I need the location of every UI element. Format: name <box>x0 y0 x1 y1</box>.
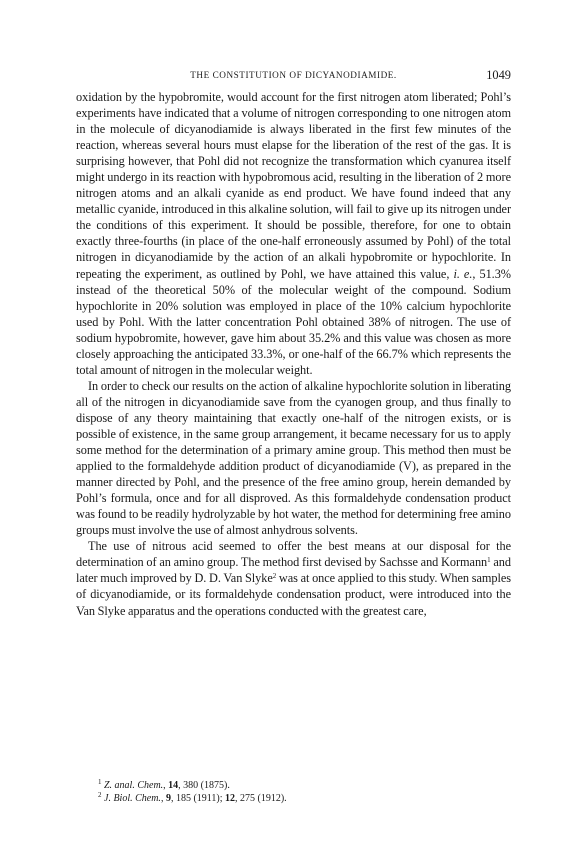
footnote-marker: 1 <box>98 778 102 786</box>
paragraph-3-text-c: was at once applied to this study. When samples of dicyanodiamide, or its formaldehyde condensation product, were introduced into the Van Slyke apparatus and the operations conducted with the greatest care, <box>76 571 511 618</box>
footnote-sep: , <box>163 780 169 791</box>
footnote-sep: , <box>160 793 166 804</box>
footnote-volume-2: 12 <box>225 793 236 804</box>
body-text <box>76 89 511 619</box>
paragraph-3-text-b: and later much improved by D. D. Van Slyke <box>76 555 511 586</box>
paragraph-3-text-a: The use of nitrous acid seemed to offer the best means at our disposal for the determination of an amino group. The method first devised by Sachsse and Kormann <box>76 539 511 570</box>
paragraph-1-text-b: , 51.3% instead of the theoretical 50% of the molecular weight of the compound. Sodium hypochlorite in 20% solution was employed in place of the 10% calcium hypochlorite used by Pohl. With the latter concentration Pohl obtained 38% of nitrogen. The use of sodium hypobromite, however, gave him about 35.2% and this value was chosen as more closely approaching the anticipated 33.3%, or one-half of the 66.7% which represents the total amount of nitrogen in the molecular weight. <box>76 266 512 377</box>
footnote-rest: , 380 (1875). <box>178 780 230 791</box>
footnote-rest-2: , 275 (1912). <box>235 793 287 804</box>
footnote-volume: 9 <box>165 793 171 804</box>
footnote-volume: 14 <box>168 780 179 791</box>
footnote-ref-2[interactable]: 2 <box>272 572 277 581</box>
running-title: THE CONSTITUTION OF DICYANODIAMIDE. <box>190 70 397 80</box>
paragraph-1 <box>76 89 511 378</box>
footnote-2 <box>98 792 511 805</box>
footnote-journal: Z. anal. Chem. <box>104 780 164 791</box>
footnotes <box>98 779 511 805</box>
paragraph-2-text: In order to check our results on the action of alkaline hypochlorite solution in liberating all of the nitrogen in dicyanodiamide save from the cyanogen group, and thus finally to dispose of any theory maintaining that exactly one-half of the nitrogen exists, or is possible of existence, in the same group arrangement, it became necessary for us to apply some method for the determination of a primary amine group. This method then must be applied to the formaldehyde addition product of dicyanodiamide (V), as prepared in the manner directed by Pohl, and the presence of the free amino group, herein demanded by Pohl’s formula, once and for all disproved. As this formaldehyde condensation product was found to be readily hydrolyzable by hot water, the method for determining free amino groups must involve the use of almost anhydrous solvents. <box>76 378 511 538</box>
paragraph-2 <box>76 378 511 538</box>
footnote-rest: , 185 (1911); <box>170 793 226 804</box>
footnote-marker: 2 <box>98 791 102 799</box>
paragraph-3 <box>76 538 511 618</box>
footnote-journal: J. Biol. Chem. <box>104 793 161 804</box>
footnote-ref-1[interactable]: 1 <box>487 556 491 565</box>
page-number: 1049 <box>486 68 511 82</box>
footnote-1 <box>98 779 511 792</box>
running-head <box>76 67 511 83</box>
paragraph-1-text-a: oxidation by the hypobromite, would account for the first nitrogen atom liberated; Pohl’s experiments have indicated that a volume of nitrogen corresponding to one nitrogen atom in the molecule of dicyanodiamide is always liberated in the first few minutes of the reaction, whereas several hours must elapse for the liberation of the rest of the gas. It is surprising however, that Pohl did not recognize the transformation which cyanurea itself might undergo in its reaction with hypobromous acid, resulting in the liberation of 2 more nitrogen atoms and an alkali cyanide as end product. We have found indeed that any metallic cyanide, introduced in this alkaline solution, will fail to give up its nitrogen under the conditions of this experiment. It should be possible, therefore, for one to obtain exactly three-fourths (in place of the one-half erroneously assumed by Pohl) of the total nitrogen in dicyanodiamide by the action of an alkali hypobromite or hypochlorite. In repeating the experiment, as outlined by Pohl, we have attained this value, <box>76 90 511 281</box>
paragraph-1-ie: i. e. <box>453 266 473 281</box>
